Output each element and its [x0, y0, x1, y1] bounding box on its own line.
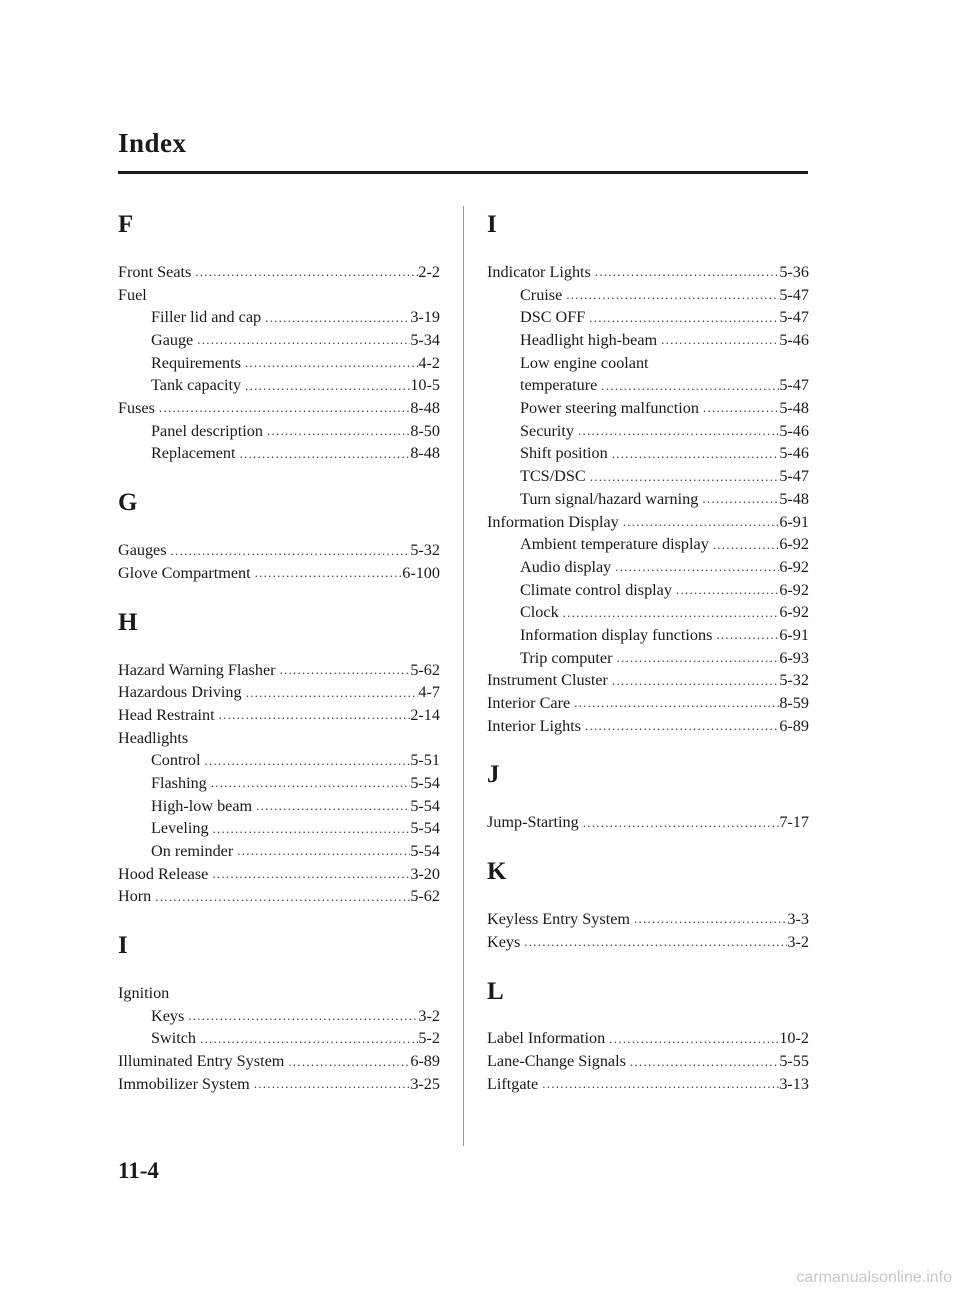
index-entry — [487, 811, 809, 834]
entry-page-ref: 5-46 — [779, 421, 809, 440]
entry-label: Leveling — [151, 819, 209, 838]
index-subentry — [487, 352, 809, 375]
entry-page-ref: 5-36 — [779, 262, 809, 281]
entry-page-ref: 8-48 — [410, 399, 440, 418]
dot-leader — [261, 309, 410, 327]
entry-page-ref: 8-59 — [779, 694, 809, 713]
entry-label: Horn — [118, 887, 152, 906]
dot-leader — [630, 910, 787, 928]
page-title: Index — [118, 128, 187, 158]
index-column-left — [118, 205, 440, 1114]
dot-leader — [209, 820, 411, 838]
dot-leader — [612, 649, 779, 667]
entry-page-ref: 5-54 — [410, 773, 440, 792]
entry-page-ref: 6-92 — [779, 580, 809, 599]
entry-label: Security — [520, 421, 574, 440]
entry-label: Hazardous Driving — [118, 683, 242, 702]
index-entry — [118, 562, 440, 585]
entry-label: temperature — [520, 376, 598, 395]
index-section — [487, 755, 809, 834]
dot-leader — [698, 490, 779, 508]
entry-page-ref: 6-93 — [779, 648, 809, 667]
entry-page-ref: 2-2 — [418, 262, 440, 281]
index-section — [118, 926, 440, 1095]
index-entry — [487, 1050, 809, 1073]
entry-page-ref: 5-32 — [779, 671, 809, 690]
index-subentry — [487, 533, 809, 556]
entry-label: Power steering malfunction — [520, 399, 699, 418]
index-subentry — [487, 420, 809, 443]
index-subentry — [118, 1028, 440, 1051]
entry-page-ref: 3-19 — [410, 308, 440, 327]
entry-page-ref: 7-17 — [779, 813, 809, 832]
entry-label: On reminder — [151, 842, 234, 861]
entry-page-ref: 4-2 — [418, 353, 440, 372]
index-subentry — [487, 465, 809, 488]
index-subentry — [118, 329, 440, 352]
entry-label: Head Restraint — [118, 705, 215, 724]
dot-leader — [250, 1075, 411, 1093]
index-subentry — [487, 329, 809, 352]
entry-label: Replacement — [151, 444, 236, 463]
dot-leader — [191, 263, 418, 281]
index-subentry — [487, 647, 809, 670]
dot-leader — [284, 1053, 410, 1071]
entry-page-ref: 3-3 — [787, 910, 809, 929]
entry-label: Illuminated Entry System — [118, 1052, 285, 1071]
index-section — [487, 205, 809, 737]
entry-label: Keys — [151, 1006, 185, 1025]
entry-page-ref: 6-91 — [779, 625, 809, 644]
watermark: carmanualsonline.info — [796, 1269, 952, 1286]
entry-label: Fuses — [118, 399, 155, 418]
section-letter: G — [118, 489, 138, 517]
entry-label: Keys — [487, 932, 521, 951]
index-column-right — [487, 205, 809, 1114]
dot-leader — [276, 661, 411, 679]
dot-leader — [167, 542, 411, 560]
section-letter: I — [118, 932, 128, 960]
index-subentry — [118, 795, 440, 818]
dot-leader — [672, 581, 779, 599]
dot-leader — [586, 468, 780, 486]
index-entry — [118, 261, 440, 284]
entry-label: Climate control display — [520, 580, 672, 599]
page-number: 11-4 — [118, 1158, 159, 1183]
dot-leader — [263, 422, 410, 440]
entry-label: Information Display — [487, 512, 619, 531]
index-entry — [118, 681, 440, 704]
index-subentry — [487, 488, 809, 511]
entry-page-ref: 5-48 — [779, 489, 809, 508]
entry-page-ref: 5-48 — [779, 399, 809, 418]
index-entry — [118, 284, 440, 307]
index-entry — [487, 1073, 809, 1096]
entry-label: Tank capacity — [151, 376, 242, 395]
index-subentry — [487, 601, 809, 624]
entry-label: Immobilizer System — [118, 1074, 250, 1093]
entry-label: Cruise — [520, 285, 563, 304]
index-subentry — [487, 624, 809, 647]
entry-page-ref: 8-50 — [410, 421, 440, 440]
index-entry — [118, 1073, 440, 1096]
index-section — [118, 483, 440, 584]
entry-label: Interior Lights — [487, 716, 581, 735]
entry-label: Lane-Change Signals — [487, 1052, 626, 1071]
section-letter: K — [487, 858, 507, 886]
dot-leader — [709, 536, 780, 554]
entry-page-ref: 2-14 — [410, 705, 440, 724]
entry-page-ref: 5-47 — [779, 285, 809, 304]
entry-page-ref: 5-2 — [418, 1029, 440, 1048]
index-subentry — [118, 772, 440, 795]
index-entry — [118, 539, 440, 562]
dot-leader — [241, 354, 419, 372]
entry-page-ref: 3-2 — [787, 932, 809, 951]
entry-label: Keyless Entry System — [487, 910, 630, 929]
index-section — [118, 205, 440, 465]
entry-label: Headlights — [118, 728, 189, 747]
index-entry — [118, 727, 440, 750]
entry-page-ref: 6-92 — [779, 603, 809, 622]
entry-label: Panel description — [151, 421, 263, 440]
entry-label: Trip computer — [520, 648, 613, 667]
entry-label: Control — [151, 751, 201, 770]
entry-label: Jump-Starting — [487, 813, 579, 832]
dot-leader — [538, 1075, 779, 1093]
dot-leader — [241, 377, 410, 395]
entry-label: TCS/DSC — [520, 467, 586, 486]
entry-label: Flashing — [151, 773, 207, 792]
entry-label: Hazard Warning Flasher — [118, 660, 276, 679]
index-subentry — [487, 556, 809, 579]
entry-page-ref: 6-89 — [410, 1052, 440, 1071]
entry-page-ref: 3-13 — [779, 1074, 809, 1093]
entry-page-ref: 5-47 — [779, 308, 809, 327]
entry-page-ref: 5-55 — [779, 1052, 809, 1071]
entry-label: Clock — [520, 603, 559, 622]
dot-leader — [193, 331, 410, 349]
entry-label: Liftgate — [487, 1074, 539, 1093]
index-entry — [118, 397, 440, 420]
dot-leader — [579, 814, 780, 832]
entry-page-ref: 8-48 — [410, 444, 440, 463]
entry-label: Gauges — [118, 541, 167, 560]
entry-page-ref: 6-91 — [779, 512, 809, 531]
index-entry — [487, 1028, 809, 1051]
entry-label: Turn signal/hazard warning — [520, 489, 699, 508]
dot-leader — [155, 399, 410, 417]
index-entry — [118, 1050, 440, 1073]
entry-page-ref: 5-32 — [410, 541, 440, 560]
dot-leader — [574, 422, 779, 440]
dot-leader — [184, 1007, 418, 1025]
index-section — [118, 603, 440, 909]
entry-label: DSC OFF — [520, 308, 586, 327]
entry-page-ref: 4-7 — [418, 683, 440, 702]
index-subentry — [487, 284, 809, 307]
dot-leader — [236, 445, 411, 463]
index-entry — [487, 669, 809, 692]
entry-label: Ignition — [118, 984, 170, 1003]
section-letter: J — [487, 761, 500, 789]
dot-leader — [699, 399, 779, 417]
entry-page-ref: 5-46 — [779, 331, 809, 350]
dot-leader — [611, 558, 779, 576]
entry-page-ref: 3-25 — [410, 1074, 440, 1093]
entry-page-ref: 5-47 — [779, 467, 809, 486]
dot-leader — [196, 1030, 418, 1048]
entry-label: Front Seats — [118, 262, 192, 281]
index-subentry — [118, 817, 440, 840]
dot-leader — [626, 1053, 779, 1071]
dot-leader — [200, 752, 410, 770]
dot-leader — [215, 706, 411, 724]
index-entry — [118, 982, 440, 1005]
entry-page-ref: 5-62 — [410, 660, 440, 679]
entry-page-ref: 5-34 — [410, 331, 440, 350]
index-section — [487, 852, 809, 953]
dot-leader — [657, 331, 779, 349]
entry-label: Instrument Cluster — [487, 671, 608, 690]
entry-page-ref: 5-54 — [410, 796, 440, 815]
entry-label: Requirements — [151, 353, 241, 372]
index-subentry — [487, 579, 809, 602]
index-subentry — [487, 443, 809, 466]
dot-leader — [233, 842, 410, 860]
index-entry — [487, 511, 809, 534]
dot-leader — [585, 309, 779, 327]
entry-label: Shift position — [520, 444, 608, 463]
section-letter: H — [118, 608, 138, 636]
entry-page-ref: 6-89 — [779, 716, 809, 735]
entry-page-ref: 6-92 — [779, 535, 809, 554]
dot-leader — [619, 513, 780, 531]
entry-label: Gauge — [151, 331, 194, 350]
entry-page-ref: 6-100 — [402, 563, 440, 582]
section-letter: I — [487, 211, 497, 238]
entry-label: Filler lid and cap — [151, 308, 262, 327]
entry-label: Headlight high-beam — [520, 331, 658, 350]
entry-page-ref: 5-54 — [410, 842, 440, 861]
section-letter: L — [487, 977, 504, 1005]
entry-label: Interior Care — [487, 694, 571, 713]
entry-page-ref: 5-62 — [410, 887, 440, 906]
entry-page-ref: 6-92 — [779, 557, 809, 576]
index-subentry — [118, 306, 440, 329]
index-subentry — [118, 840, 440, 863]
dot-leader — [559, 604, 780, 622]
dot-leader — [251, 564, 403, 582]
index-entry — [118, 659, 440, 682]
entry-label: Hood Release — [118, 864, 209, 883]
entry-label: High-low beam — [151, 796, 253, 815]
title-rule — [118, 171, 808, 174]
index-subentry — [487, 397, 809, 420]
dot-leader — [608, 445, 780, 463]
entry-page-ref: 10-5 — [410, 376, 440, 395]
index-subentry — [487, 374, 809, 397]
entry-label: Audio display — [520, 557, 612, 576]
index-subentry — [118, 352, 440, 375]
entry-page-ref: 10-2 — [779, 1029, 809, 1048]
index-entry — [487, 931, 809, 954]
dot-leader — [208, 865, 410, 883]
dot-leader — [520, 933, 787, 951]
index-subentry — [118, 443, 440, 466]
entry-label: Switch — [151, 1029, 196, 1048]
entry-label: Ambient temperature display — [520, 535, 709, 554]
dot-leader — [581, 717, 779, 735]
dot-leader — [570, 694, 779, 712]
entry-label: Label Information — [487, 1029, 606, 1048]
entry-label: Fuel — [118, 285, 147, 304]
index-entry — [487, 908, 809, 931]
index-entry — [487, 261, 809, 284]
entry-page-ref: 5-46 — [779, 444, 809, 463]
entry-label: Information display functions — [520, 625, 713, 644]
entry-page-ref: 3-2 — [418, 1006, 440, 1025]
index-entry — [118, 885, 440, 908]
dot-leader — [712, 626, 779, 644]
dot-leader — [608, 672, 779, 690]
dot-leader — [597, 377, 779, 395]
dot-leader — [151, 888, 410, 906]
entry-label: Low engine coolant — [520, 353, 649, 372]
entry-page-ref: 5-51 — [410, 751, 440, 770]
entry-label: Indicator Lights — [487, 262, 591, 281]
entry-page-ref: 3-20 — [410, 864, 440, 883]
entry-label: Glove Compartment — [118, 563, 251, 582]
dot-leader — [252, 797, 410, 815]
dot-leader — [562, 286, 779, 304]
section-letter: F — [118, 211, 134, 238]
index-entry — [118, 863, 440, 886]
index-entry — [487, 692, 809, 715]
index-entry — [487, 715, 809, 738]
entry-page-ref: 5-54 — [410, 819, 440, 838]
index-subentry — [487, 306, 809, 329]
index-subentry — [118, 374, 440, 397]
index-section — [487, 972, 809, 1096]
dot-leader — [591, 263, 779, 281]
column-divider — [463, 206, 464, 1146]
dot-leader — [242, 684, 419, 702]
index-subentry — [118, 749, 440, 772]
entry-page-ref: 5-47 — [779, 376, 809, 395]
index-subentry — [118, 420, 440, 443]
dot-leader — [207, 774, 411, 792]
dot-leader — [605, 1030, 779, 1048]
index-subentry — [118, 1005, 440, 1028]
index-entry — [118, 704, 440, 727]
